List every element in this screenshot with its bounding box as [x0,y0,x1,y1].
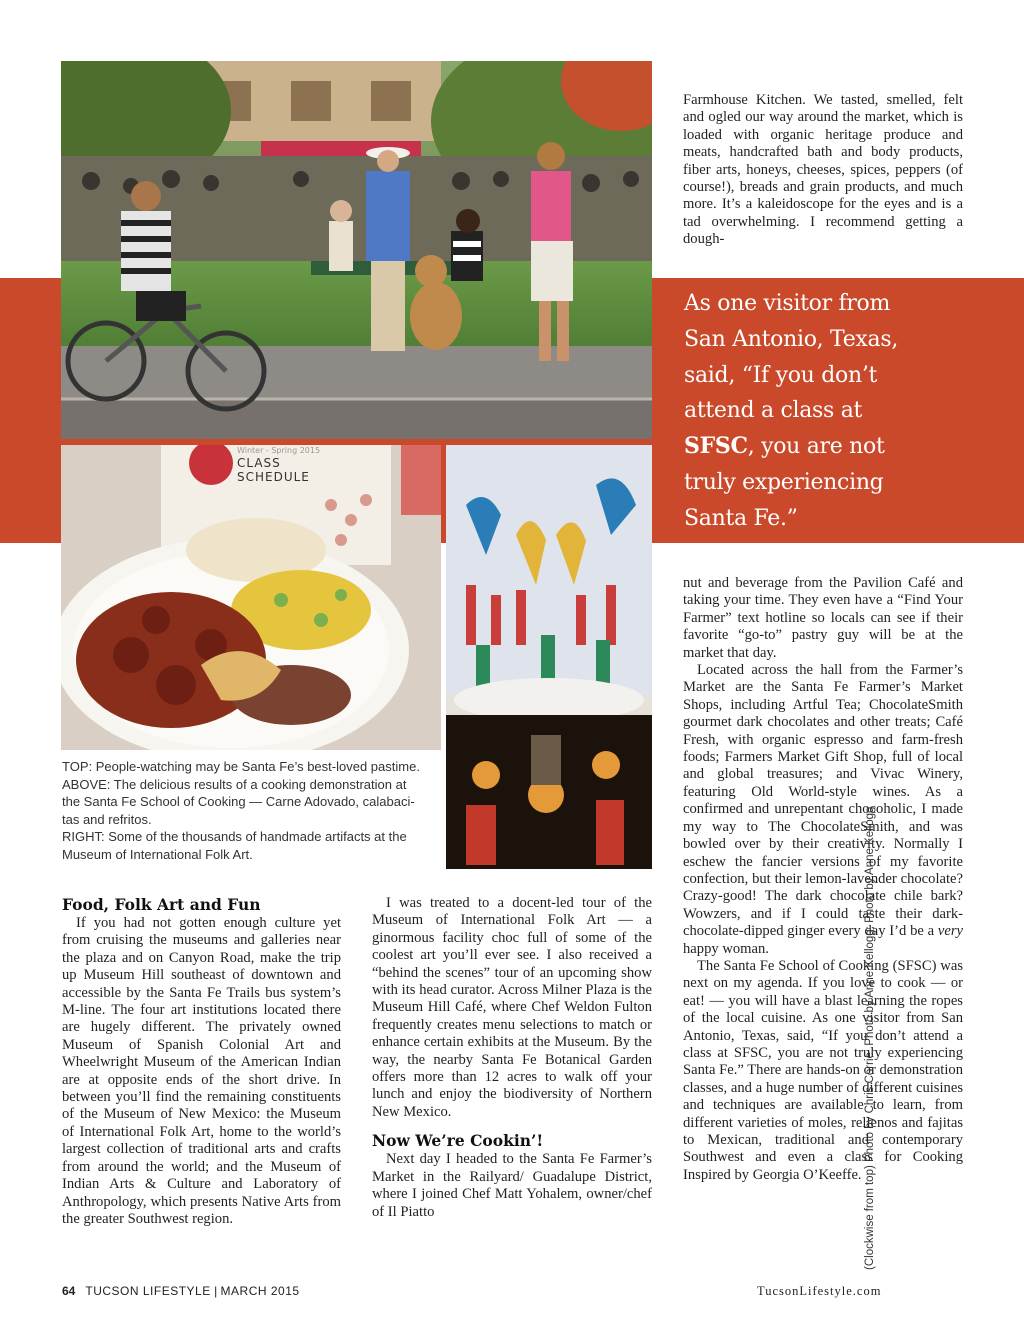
paragraph [683,662,963,958]
caption-line: ABOVE: The delicious results of a cooking demonstration at [62,776,407,792]
paragraph: Farmhouse Kitchen. We tasted, smelled, felt and ogled our way around the market, which is loaded with organic heritage produce and meats, handcrafted bath and body products, fiber arts, honeys, cheeses, spices, peppers (of course!), breads and grain products, and much more. It’s a kaleidoscope for the eyes and is a tad overwhelming. I recommend getting a dough- [683,92,963,248]
pull-quote-line: As one visitor from [684,291,891,316]
paragraph: nut and beverage from the Pavilion Café and taking your time. They even have a “Find Your Farmer” text hotline so locals can see if their favorite “go-to” pastry guy will be at the market that day. [683,575,963,661]
column-3-top [683,92,963,249]
footer-separator: | [214,1284,218,1298]
paragraph-text: happy woman. [683,940,769,957]
pull-quote-line: attend a class at [684,398,863,424]
pull-quote-box [656,278,1024,543]
pull-quote-text [684,286,1004,537]
caption-line: TOP: People-watching may be Santa Fe’s best-loved pastime. [62,759,420,774]
column-1 [62,895,341,1228]
caption-line: tas and refritos. [62,811,152,827]
caption-line: the Santa Fe School of Cooking — Carne Adovado, calabaci- [62,794,415,810]
emphasis: very [937,923,963,940]
pull-quote-line: Santa Fe.” [684,505,798,531]
menu-card-season: Winter - Spring 2015 [237,446,321,455]
column-2 [372,895,652,1221]
folk-art-figures-photo [446,445,652,869]
column-3-bottom [683,575,963,1184]
pull-quote-line: truly experiencing [684,469,884,495]
paragraph: I was treated to a docent-led tour of the Museum of International Folk Art — a ginormous facility choc full of some of the coolest art you’ll ever see. I also received a “behind the scenes” tour of an upcoming show with its head curator. Across Milner Plaza is the Museum Hill Café, where Chef Weldon Fulton frequently creates menu selections to match or enhance certain exhibits at the Museum. By the way, the nearby Santa Fe Botanical Garden offers more than 12 acres to walk off your lunch and enjoy the biodiversity of Northern New Mexico. [372,895,652,1120]
pull-quote-line: San Antonio, Texas, [684,326,899,352]
carne-adovado-plate-photo [61,445,441,750]
menu-card-title2: SCHEDULE [237,470,310,484]
issue-date: MARCH 2015 [220,1284,300,1298]
caption-line: Museum of International Folk Art. [62,846,253,862]
pull-quote-line: said, “If you don’t [684,362,878,388]
menu-card-title1: CLASS [237,456,281,470]
magazine-name: TUCSON LIFESTYLE [85,1284,211,1298]
photo-caption [62,758,434,864]
section-heading: Food, Folk Art and Fun [62,895,261,914]
caption-line: RIGHT: Some of the thousands of handmade artifacts at the [62,829,407,845]
footer [62,1284,300,1298]
photo-credit: (Clockwise from top) Photo by Chris Corrie; Photo by Anne Kellogg; Photo by Anne Kellogg [864,806,876,1270]
paragraph: The Santa Fe School of Cooking (SFSC) was next on my agenda. If you love to cook — or eat! — you will have a blast learning the ropes of the local cuisine. As one visitor from San Antonio, Texas, said, “If you don’t attend a class at SFSC, you are not truly experiencing Santa Fe.” There are hands-on or demonstration classes, and a huge number of different cuisines and techniques are available to learn, from different varieties of moles, rellenos and fajitas to Mexican, traditional and contemporary Southwest and even a class for Cooking Inspired by Georgia O’Keeffe. [683,957,963,1183]
pull-quote-emphasis: SFSC [684,433,748,460]
section-heading: Now We’re Cookin’! [372,1131,544,1151]
website-link[interactable]: TucsonLifestyle.com [757,1284,882,1298]
paragraph: Next day I headed to the Santa Fe Farmer’s Market in the Railyard/ Guadalupe District, where I joined Chef Matt Yohalem, owner/chef of Il Piatto [372,1151,652,1220]
paragraph-text: Located across the hall from the Farmer’s Market are the Santa Fe Farmer’s Market Shops, including Artful Tea; ChocolateSmith gourmet dark chocolates and other treats; Café Fresh, with organic espresso and farm-fresh foods; Farmers Market Gift Shop, full of local and global treasures; and Vivac Winery, featuring Old World-style wines. As a confirmed and unrepentant chocoholic, I made my way to The ChocolateSmith, and was bowled over by their creativity. Normally I eschew the fancier versions of my favorite confection, but their lemon-lavender chocolate? Crazy-good! The dark chocolate chile bark? Wowzers, and if I could taste their dark-chocolate-dipped ginger every day I’d be a [683,662,963,940]
pull-quote-fragment: , you are not [747,434,885,460]
page-number: 64 [62,1284,76,1298]
plaza-people-bicycle-photo [61,61,652,439]
paragraph: If you had not gotten enough culture yet from cruising the museums and galleries near the plaza and on Canyon Road, make the trip up Museum Hill southeast of downtown and accessible by the Santa Fe Trails bus system’s M-line. The four art institutions located there are hugely different. The privately owned Museum of Spanish Colonial Art and Wheelwright Museum of the American Indian are at opposite ends of the short drive. In between you’ll find the remaining constituents of the Museum of New Mexico: the Museum of International Folk Art, home to the world’s largest collection of traditional arts and crafts from around the world; and the Museum of Indian Arts & Culture and Laboratory of Anthropology, which presents Native Arts from the greater Southwest region. [62,915,341,1227]
pull-quote-line [684,429,1004,465]
